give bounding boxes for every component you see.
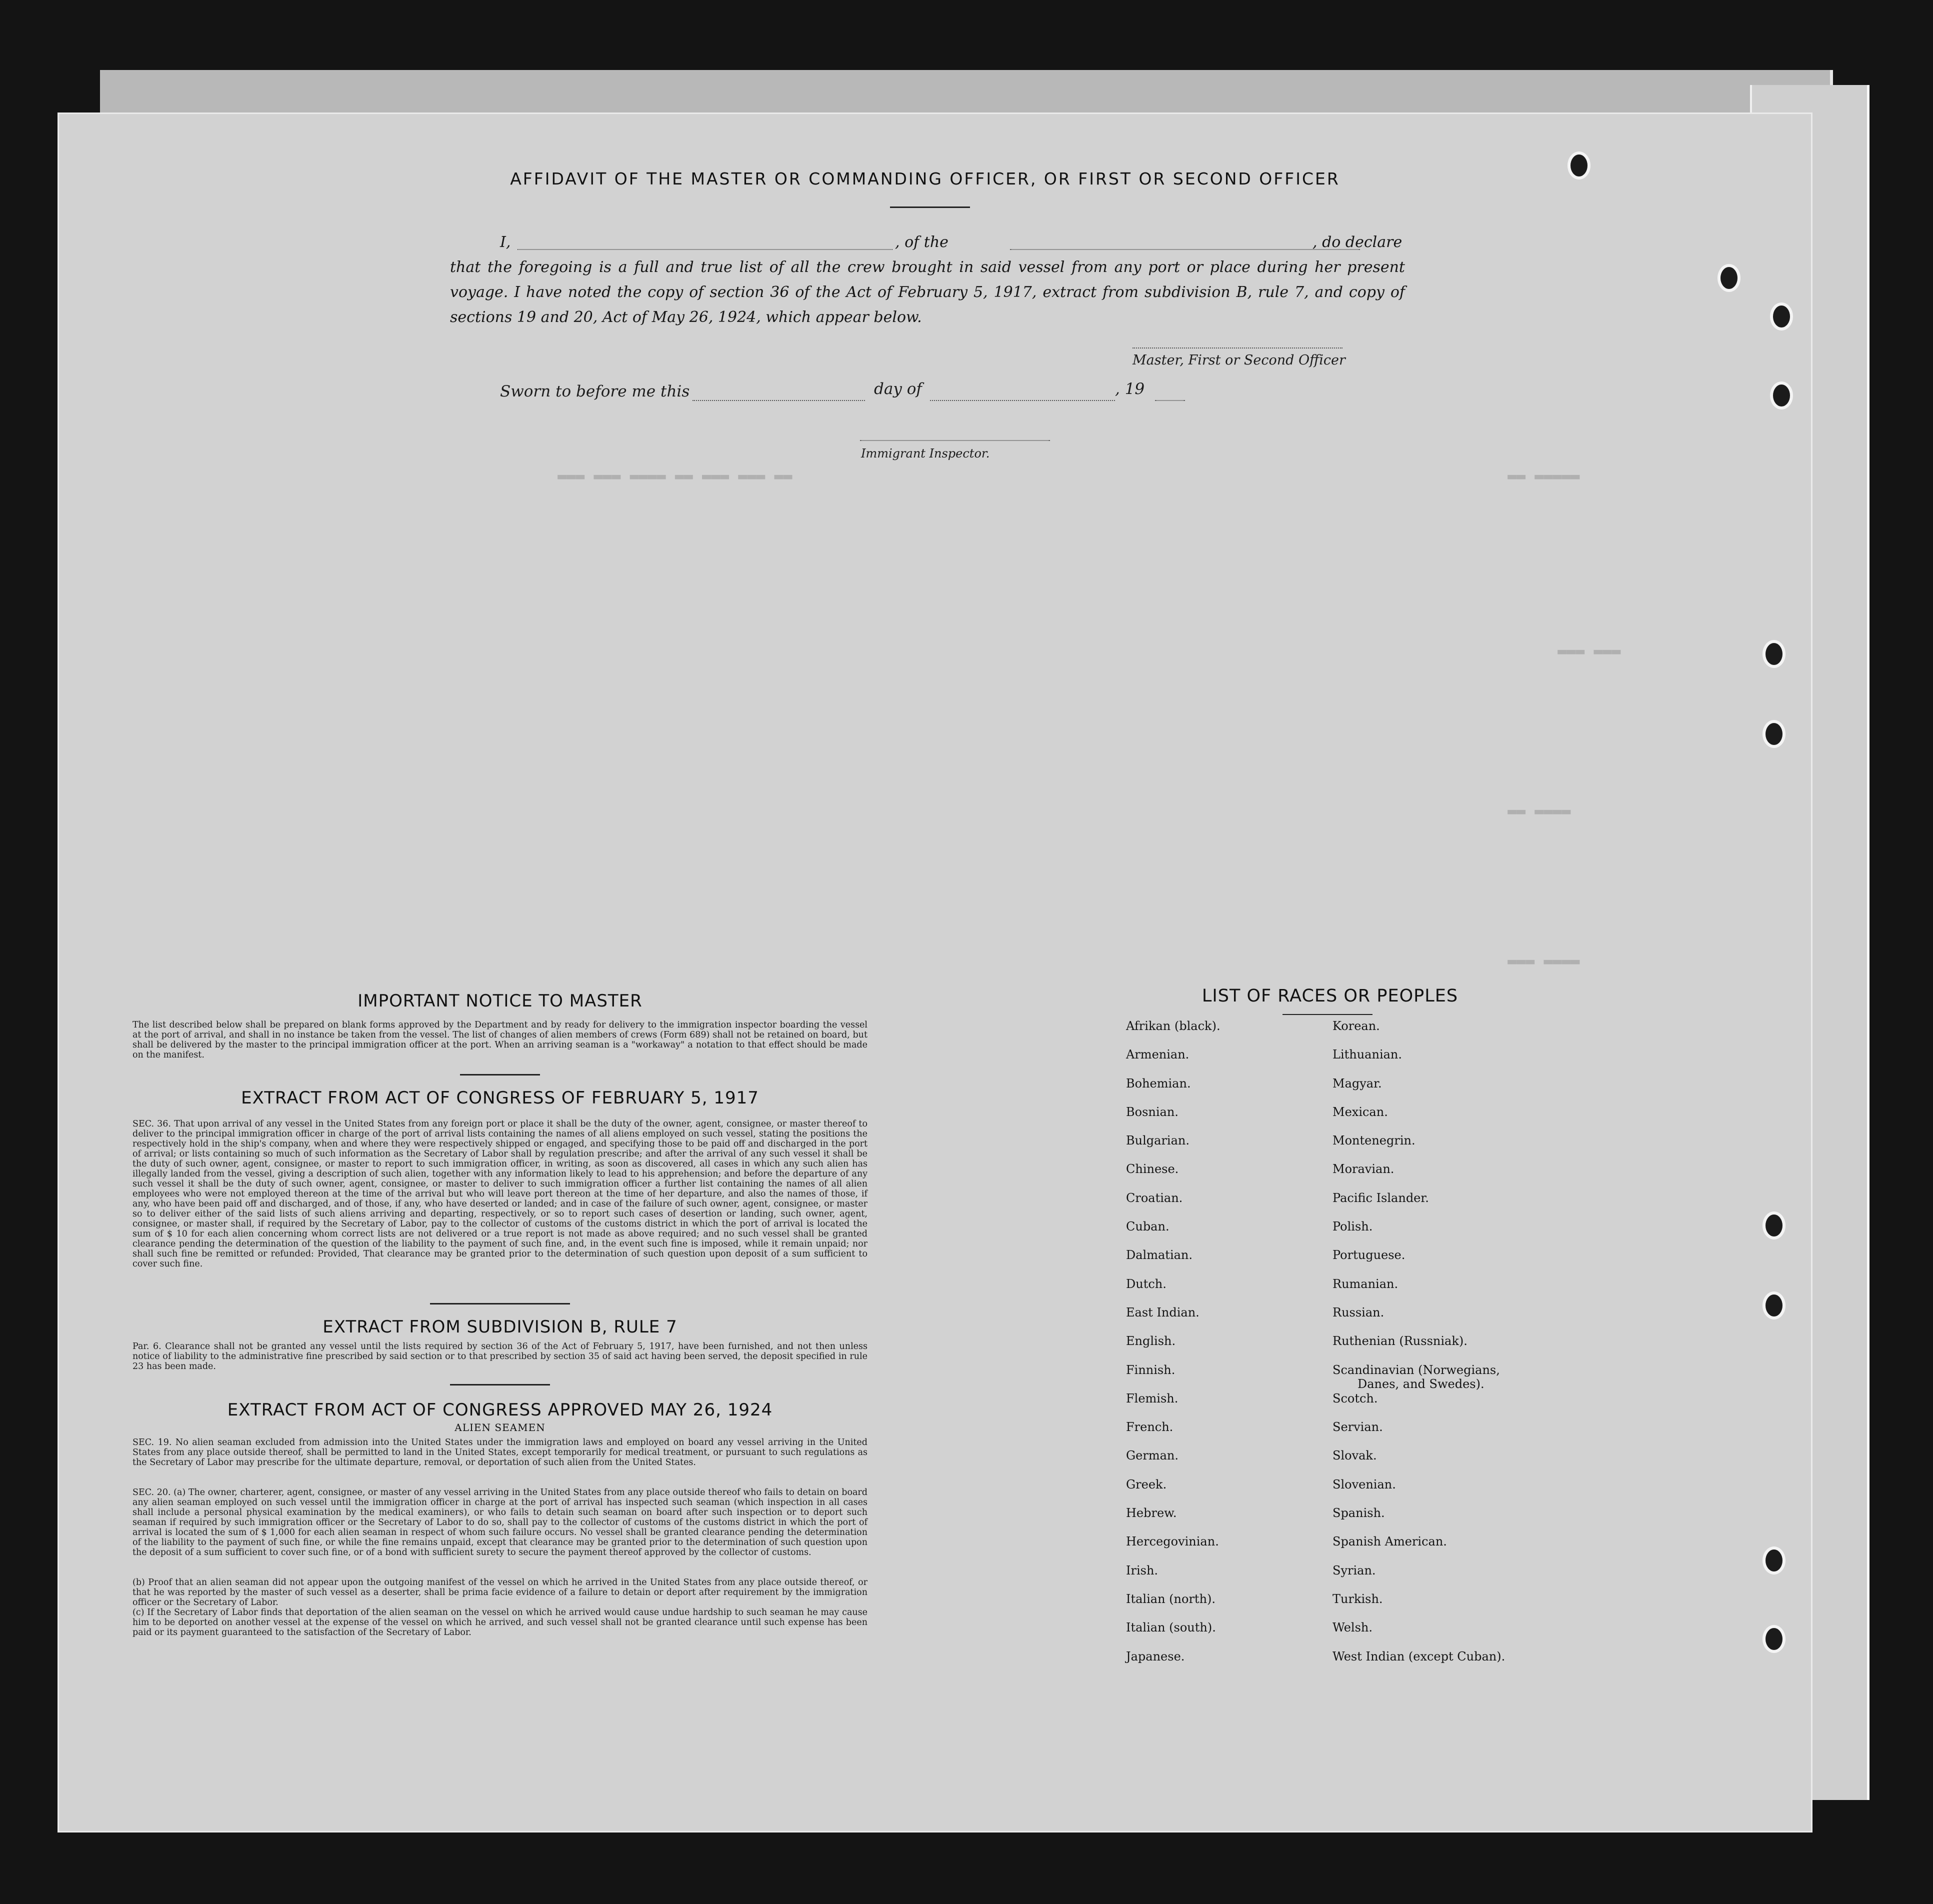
notice-text: The list described below shall be prepared on blank forms approved by the Department and by ready for delivery to the immigration inspector boarding the vessel at the port of arrival, and shall in no instance be taken from the vessel. The list of changes of alien members of crews (Form 689) shall not be retained on board, but shall be delivered by the master to the principal immigration officer at the port. When an arriving seaman is a "workaway" a notation to that effect should be made on the manifest. [132, 1020, 868, 1060]
race-label: Irish. [1126, 1563, 1158, 1578]
bleed-through-row: ▬▬ ▬▬▬ ▬▬▬ ▬▬ ▬▬▬▬ ▬▬▬ ▬▬▬ ▬▬▬▬▬ ▬▬ [558, 468, 1580, 485]
punch-hole [1762, 720, 1786, 748]
race-label: Finnish. [1126, 1362, 1176, 1377]
race-label: Bulgarian. [1126, 1134, 1190, 1148]
race-label: Syrian. [1332, 1563, 1376, 1578]
race-item [1332, 1306, 1505, 1334]
race-item [1332, 1478, 1505, 1506]
race-item [1332, 1592, 1505, 1620]
race-item [1126, 1478, 1220, 1506]
punch-hole [1762, 1625, 1786, 1653]
race-label: Pacific Islander. [1332, 1190, 1429, 1205]
divider [460, 1074, 540, 1076]
affidavit-of-the: , of the [895, 234, 948, 251]
races-right-column [1332, 1019, 1505, 1678]
race-label: Armenian. [1126, 1048, 1190, 1062]
punch-hole [1770, 302, 1793, 330]
act-1924-heading: EXTRACT FROM ACT OF CONGRESS APPROVED MAY 26, 1924 [227, 1400, 773, 1420]
punch-hole [1762, 640, 1786, 668]
divider [1282, 1014, 1372, 1015]
act-1917-heading: EXTRACT FROM ACT OF CONGRESS OF FEBRUARY 5, 1917 [241, 1088, 759, 1108]
race-item [1126, 1363, 1220, 1392]
race-item [1332, 1105, 1505, 1134]
race-item [1126, 1220, 1220, 1248]
vessel-blank [1010, 249, 1360, 250]
race-label: Chinese. [1126, 1162, 1179, 1176]
race-label: German. [1126, 1448, 1178, 1463]
affidavit-body: that the foregoing is a full and true list of all the crew brought in said vessel from any port or place during her present voyage. I have noted the copy of section 36 of the Act of February 5, 1917, extract from subdivision B, rule 7, and copy of sections 19 and 20, Act of May 26, 1924, which appear below. [450, 258, 1405, 326]
race-item [1332, 1363, 1505, 1392]
race-item [1332, 1392, 1505, 1420]
race-item [1332, 1162, 1505, 1190]
race-item [1332, 1420, 1505, 1448]
race-label: Bohemian. [1126, 1076, 1191, 1090]
race-item [1126, 1650, 1220, 1678]
race-label: Russian. [1332, 1305, 1384, 1320]
race-item [1332, 1191, 1505, 1220]
divider [430, 1303, 570, 1304]
race-item [1126, 1076, 1220, 1105]
race-label: West Indian (except Cuban). [1332, 1649, 1506, 1664]
race-item [1332, 1220, 1505, 1248]
race-item [1332, 1534, 1505, 1563]
race-item [1126, 1506, 1220, 1534]
notice-heading: IMPORTANT NOTICE TO MASTER [358, 991, 642, 1011]
sworn-day-of: day of [874, 380, 922, 398]
signature-label: Master, First or Second Officer [1132, 352, 1346, 368]
race-label-continuation: Danes, and Swedes). [1358, 1376, 1484, 1391]
race-label: Cuban. [1126, 1220, 1170, 1234]
race-item [1126, 1448, 1220, 1477]
race-item [1332, 1076, 1505, 1105]
race-label: Polish. [1332, 1220, 1373, 1234]
race-label: Bosnian. [1126, 1104, 1178, 1119]
race-label: Scotch. [1332, 1391, 1378, 1406]
race-label: Moravian. [1332, 1162, 1394, 1176]
race-label: French. [1126, 1420, 1174, 1434]
race-item [1332, 1134, 1505, 1162]
race-item [1332, 1248, 1505, 1276]
race-label: Korean. [1332, 1019, 1380, 1033]
bleed-through-row: ▬▬▬▬ ▬▬ [1508, 802, 1571, 820]
affidavit-i: I, [500, 234, 511, 251]
race-item [1126, 1191, 1220, 1220]
sworn-day-blank [692, 400, 865, 401]
race-item [1126, 1248, 1220, 1276]
race-label: Mexican. [1332, 1104, 1388, 1119]
race-item [1126, 1105, 1220, 1134]
punch-hole [1762, 1212, 1786, 1240]
race-label: Turkish. [1332, 1592, 1383, 1606]
race-label: Dutch. [1126, 1276, 1166, 1291]
race-item [1126, 1048, 1220, 1076]
race-item [1332, 1277, 1505, 1306]
punch-hole [1568, 152, 1590, 180]
sworn-month-blank [930, 400, 1115, 401]
race-item [1126, 1592, 1220, 1620]
race-item [1332, 1334, 1505, 1362]
race-label: Greek. [1126, 1477, 1167, 1492]
punch-hole [1762, 1292, 1786, 1320]
race-item [1332, 1620, 1505, 1649]
inspector-signature-line [860, 440, 1050, 441]
act-1924-sec20b: (b) Proof that an alien seaman did not appear upon the outgoing manifest of the vessel on which he arrived in the United States from any place outside thereof, or that he was reported by the master of such vessel as a deserter, shall be prima facie evidence of a failure to detain or deport after requirement by the immigration officer or the Secretary of Labor. [132, 1578, 868, 1608]
races-heading: LIST OF RACES OR PEOPLES [1202, 986, 1458, 1006]
race-label: Spanish American. [1332, 1534, 1447, 1549]
act-1917-text: SEC. 36. That upon arrival of any vessel in the United States from any foreign port or place it shall be the duty of the owner, agent, consignee, or master thereof to deliver to the principal immigration officer in charge of the port of arrival lists containing the names of all aliens employed on such vessel, stating the positions the respectively hold in the ship's company, when and where they were respectively shipped or engaged, and specifying those to be paid off and discharged in the port of arrival; or lists containing so much of such information as the Secretary of Labor shall by regulation prescribe; and after the arrival of any such vessel it shall be the duty of such owner, agent, consignee, or master to report to such immigration officer, in writing, as soon as discovered, all cases in which any such alien has illegally landed from the vessel, giving a description of such alien, together with any information likely to lead to his apprehension; and before the departure of any such vessel it shall be the duty of such owner, agent, consignee, or master to deliver to such immigration officer a further list containing the names of all alien employees who were not employed thereon at the time of the arrival but who will leave port thereon at the time of her departure, and also the names of those, if any, who have been paid off and discharged, and of those, if any, who have deserted or landed; and in case of the failure of such owner, agent, consignee, or master so to deliver either of the said lists of such aliens arriving and departing, respectively, or so to report such cases of desertion or landing, such owner, agent, consignee, or master shall, if required by the Secretary of Labor, pay to the collector of customs of the customs district in which the port of arrival is located the sum of $ 10 for each alien concerning whom correct lists are not delivered or a true report is not made as above required; and no such vessel shall be granted clearance pending the determination of the question of the liability to the payment of such fine, and, in the event such fine is imposed, while it remain unpaid; nor shall such fine be remitted or refunded: Provided, That clearance may be granted prior to the determination of such question upon deposit of a sum sufficient to cover such fine. [132, 1119, 868, 1269]
race-label: Slovenian. [1332, 1477, 1396, 1492]
divider [450, 1384, 550, 1386]
race-label: Italian (north). [1126, 1592, 1216, 1606]
race-label: Spanish. [1332, 1506, 1385, 1520]
race-item [1332, 1048, 1505, 1076]
race-item [1126, 1620, 1220, 1649]
race-item [1332, 1506, 1505, 1534]
document-page [58, 112, 1812, 1832]
punch-hole [1762, 1546, 1786, 1574]
race-item [1126, 1534, 1220, 1563]
race-item [1126, 1334, 1220, 1362]
race-item [1126, 1277, 1220, 1306]
race-item [1332, 1650, 1505, 1678]
bleed-through-row: ▬▬▬▬ ▬▬▬ [1508, 952, 1580, 970]
affidavit-block [450, 230, 1405, 330]
punch-hole [1770, 382, 1793, 410]
race-item [1126, 1162, 1220, 1190]
race-label: Lithuanian. [1332, 1048, 1402, 1062]
affidavit-do-declare: , do declare [1312, 234, 1402, 251]
subdivision-b-heading: EXTRACT FROM SUBDIVISION B, RULE 7 [322, 1317, 678, 1337]
bleed-through-row: ▬▬▬ ▬▬▬ [1558, 642, 1621, 660]
race-item [1126, 1420, 1220, 1448]
race-label: Hercegovinian. [1126, 1534, 1219, 1549]
affidavit-declaration-line [450, 230, 1405, 255]
race-label: Portuguese. [1332, 1248, 1406, 1262]
sworn-year: , 19 [1115, 380, 1145, 398]
race-label: English. [1126, 1334, 1176, 1348]
race-label: East Indian. [1126, 1305, 1200, 1320]
race-label: Magyar. [1332, 1076, 1382, 1090]
race-label: Rumanian. [1332, 1276, 1398, 1291]
race-label: Dalmatian. [1126, 1248, 1193, 1262]
act-1924-sec19: SEC. 19. No alien seaman excluded from admission into the United States under the immigration laws and employed on board any vessel arriving in the United States from any place outside thereof, shall be permitted to land in the United States, except temporarily for medical treatment, or pursuant to such regulations as the Secretary of Labor may prescribe for the ultimate departure, removal, or deportation of such alien from the United States. [132, 1438, 868, 1468]
race-item [1126, 1564, 1220, 1592]
alien-seamen-subheading: ALIEN SEAMEN [454, 1422, 546, 1434]
race-item [1126, 1392, 1220, 1420]
sworn-prefix: Sworn to before me this [500, 382, 690, 400]
race-label: Croatian. [1126, 1190, 1183, 1205]
affidavit-title: AFFIDAVIT OF THE MASTER OR COMMANDING OFFICER, OR FIRST OR SECOND OFFICER [510, 169, 1340, 188]
race-label: Montenegrin. [1332, 1134, 1416, 1148]
punch-hole [1718, 264, 1740, 292]
races-left-column [1126, 1019, 1220, 1678]
race-label: Flemish. [1126, 1391, 1178, 1406]
race-label: Japanese. [1126, 1649, 1185, 1664]
race-label: Scandinavian (Norwegians, [1332, 1362, 1500, 1377]
act-1924-sec20a: SEC. 20. (a) The owner, charterer, agent, consignee, or master of any vessel arriving in the United States from any place outside thereof who fails to detain on board any alien seaman employed on such vessel until the immigration officer in charge at the port of arrival has inspected such seaman (which inspection in all cases shall include a personal physical examination by the medical examiners), or who fails to detain such seaman on board after such inspection or to deport such seaman if required by such immigration officer or the Secretary of Labor to do so, shall pay to the collector of customs of the customs district in which the port of arrival is located the sum of $ 1,000 for each alien seaman in respect of whom such failure occurs. No vessel shall be granted clearance pending the determination of the liability to the payment of such fine, or while the fine remains unpaid, except that clearance may be granted prior to the determination of such question upon the deposit of a sum sufficient to cover such fine, or of a bond with sufficient surety to secure the payment thereof approved by the collector of customs. [132, 1488, 868, 1558]
race-label: Ruthenian (Russniak). [1332, 1334, 1468, 1348]
race-label: Welsh. [1332, 1620, 1372, 1635]
race-label: Italian (south). [1126, 1620, 1216, 1635]
race-label: Servian. [1332, 1420, 1383, 1434]
race-item [1126, 1134, 1220, 1162]
name-blank [518, 249, 892, 250]
race-item [1332, 1448, 1505, 1477]
race-item [1332, 1564, 1505, 1592]
race-label: Afrikan (black). [1126, 1019, 1220, 1033]
race-item [1332, 1019, 1505, 1048]
race-label: Hebrew. [1126, 1506, 1177, 1520]
sworn-year-blank [1155, 400, 1185, 401]
subdivision-b-text: Par. 6. Clearance shall not be granted any vessel until the lists required by section 36 of the Act of February 5, 1917, have been furnished, and not then unless notice of liability to the administrative fine prescribed by said section or to that prescribed by section 35 of said act having been served, the deposit specified in rule 23 has been made. [132, 1342, 868, 1372]
race-item [1126, 1019, 1220, 1048]
divider [890, 206, 970, 208]
act-1924-sec20c: (c) If the Secretary of Labor finds that deportation of the alien seaman on the vessel on which he arrived would cause undue hardship to such seaman he may cause him to be deported on another vessel at the expense of the vessel on which he arrived, and such vessel shall not be granted clearance until such expense has been paid or its payment guaranteed to the satisfaction of the Secretary of Labor. [132, 1608, 868, 1638]
race-label: Slovak. [1332, 1448, 1377, 1463]
race-item [1126, 1306, 1220, 1334]
inspector-label: Immigrant Inspector. [861, 446, 990, 460]
